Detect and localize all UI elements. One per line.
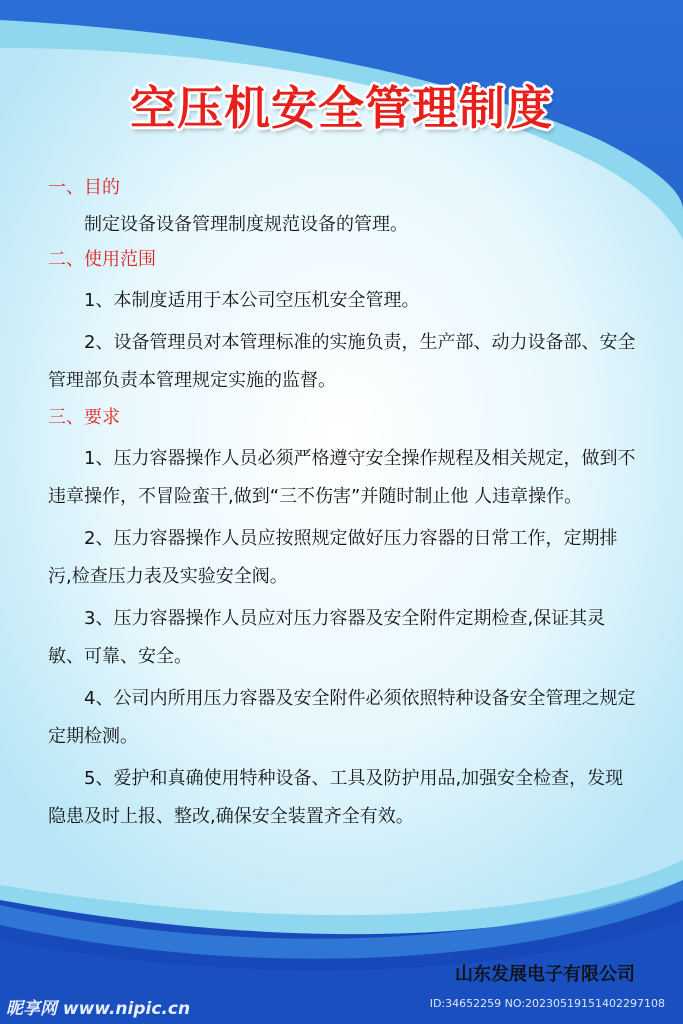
watermark-id: ID:34652259 NO:20230519151402297108 <box>429 997 665 1010</box>
paragraph: 制定设备设备管理制度规范设备的管理。 <box>84 214 408 235</box>
poster-title: 空压机安全管理制度 <box>130 81 553 135</box>
paragraph: 4、公司内所用压力容器及安全附件必须依照特种设备安全管理之规定定期检测。 <box>48 688 636 747</box>
poster-content <box>48 170 638 840</box>
paragraph: 5、爱护和真确使用特种设备、工具及防护用品,加强安全检查，发现隐患及时上报、整改,确保安全装置齐全有效。 <box>48 768 624 827</box>
paragraph: 1、本制度适用于本公司空压机安全管理。 <box>84 290 420 311</box>
paragraph: 3、压力容器操作人员应对压力容器及安全附件定期检查,保证其灵敏、可靠、安全。 <box>48 608 606 667</box>
paragraph: 2、设备管理员对本管理标准的实施负责，生产部、动力设备部、安全管理部负责本管理规定实施的监督。 <box>48 332 636 391</box>
company-name: 山东发展电子有限公司 <box>455 964 635 985</box>
section-heading-purpose: 一、目的 <box>48 177 120 198</box>
section-heading-scope: 二、使用范围 <box>48 249 156 270</box>
section-heading-requirements: 三、要求 <box>48 407 120 428</box>
paragraph: 1、压力容器操作人员必须严格遵守安全操作规程及相关规定，做到不违章操作，不冒险蛮干,做到“三不伤害”并随时制止他 人违章操作。 <box>48 448 636 507</box>
watermark-site: 昵享网 www.nipic.cn <box>6 999 191 1019</box>
paragraph: 2、压力容器操作人员应按照规定做好压力容器的日常工作，定期排污,检查压力表及实验安全阀。 <box>48 528 618 587</box>
